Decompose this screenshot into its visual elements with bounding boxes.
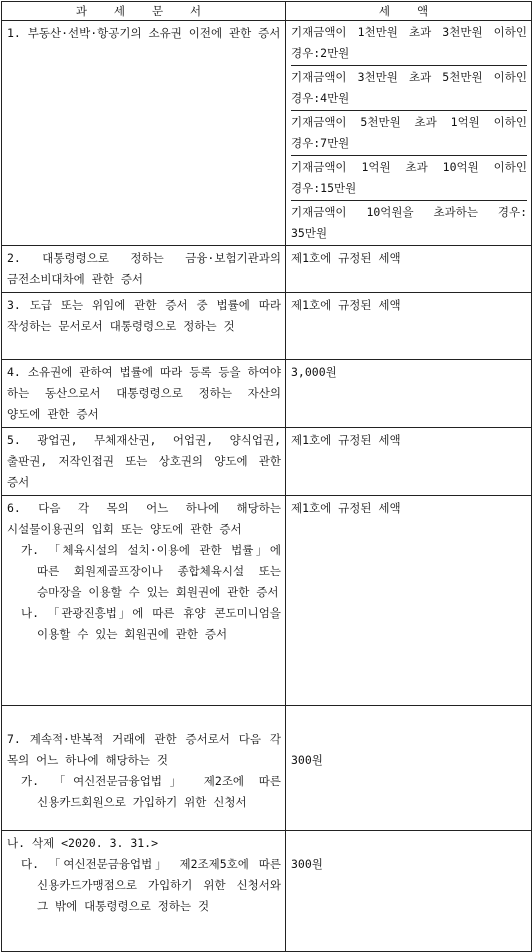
table-row [2,360,532,428]
table-row [2,706,532,831]
table-row [2,831,532,952]
doc-cell: 3. 도급 또는 위임에 관한 증서 중 법률에 따라 작성하는 문서로서 대통령령으로 정하는 것 [2,293,286,360]
tax-cell [286,831,532,952]
tax-tier: 기재금액이 3천만원 초과 5천만원 이하인 경우:4만원 [291,66,527,111]
doc-cell [2,831,286,952]
tax-cell: 3,000원 [286,360,532,428]
doc-cell: 1. 부동산·선박·항공기의 소유권 이전에 관한 증서 [2,21,286,246]
tax-cell: 제1호에 규정된 세액 [286,496,532,706]
tax-cell: 제1호에 규정된 세액 [286,246,532,293]
sub-item-b: 나. 「관광진흥법」에 따른 휴양 콘도미니엄을 이용할 수 있는 회원권에 관한 증서 [21,606,281,641]
stamp-tax-table [1,1,532,952]
sub-item-a: 가. 「여신전문금융업법」 제2조에 따른 신용카드회원으로 가입하기 위한 신청서 [21,774,281,809]
table-row [2,246,532,293]
sub-item-b: 나. 삭제 <2020. 3. 31.> [7,836,159,850]
tax-tier: 기재금액이 1천만원 초과 3천만원 이하인 경우:2만원 [291,21,527,66]
tax-tier: 기재금액이 5천만원 초과 1억원 이하인 경우:7만원 [291,111,527,156]
doc-text: 6. 다음 각 목의 어느 하나에 해당하는 시설물이용권의 입회 또는 양도에 관한 증서 [7,501,281,536]
sub-item-c: 다. 「여신전문금융업법」 제2조제5호에 따른 신용카드가맹점으로 가입하기 위한 신청서와 그 밖에 대통령령으로 정하는 것 [21,857,281,913]
doc-cell [2,706,286,831]
table-row [2,293,532,360]
sub-item-a: 가. 「체육시설의 설치·이용에 관한 법률」에 따른 회원제골프장이나 종합체육시설 또는 승마장을 이용할 수 있는 회원권에 관한 증서 [21,543,281,599]
header-row [2,2,532,21]
tax-tier: 기재금액이 10억원을 초과하는 경우: 35만원 [291,205,527,240]
header-document: 과 세 문 서 [2,2,286,21]
doc-cell: 5. 광업권, 무체재산권, 어업권, 양식업권, 출판권, 저작인접권 또는 상호권의 양도에 관한 증서 [2,428,286,496]
sub-a-tax: 300원 [291,753,323,767]
table-row [2,21,532,246]
tax-tier: 기재금액이 1억원 초과 10억원 이하인 경우:15만원 [291,156,527,201]
tax-cell [286,706,532,831]
table-row [2,496,532,706]
tax-cell [286,21,532,246]
tax-cell: 제1호에 규정된 세액 [286,293,532,360]
sub-c-tax: 300원 [291,857,323,871]
table-row [2,428,532,496]
doc-text: 7. 계속적·반복적 거래에 관한 증서로서 다음 각 목의 어느 하나에 해당하는 것 [7,732,281,767]
doc-cell: 2. 대통령령으로 정하는 금융·보험기관과의 금전소비대차에 관한 증서 [2,246,286,293]
header-tax: 세 액 [286,2,532,21]
doc-cell [2,496,286,706]
doc-cell: 4. 소유권에 관하여 법률에 따라 등록 등을 하여야 하는 동산으로서 대통령령으로 정하는 자산의 양도에 관한 증서 [2,360,286,428]
tax-cell: 제1호에 규정된 세액 [286,428,532,496]
